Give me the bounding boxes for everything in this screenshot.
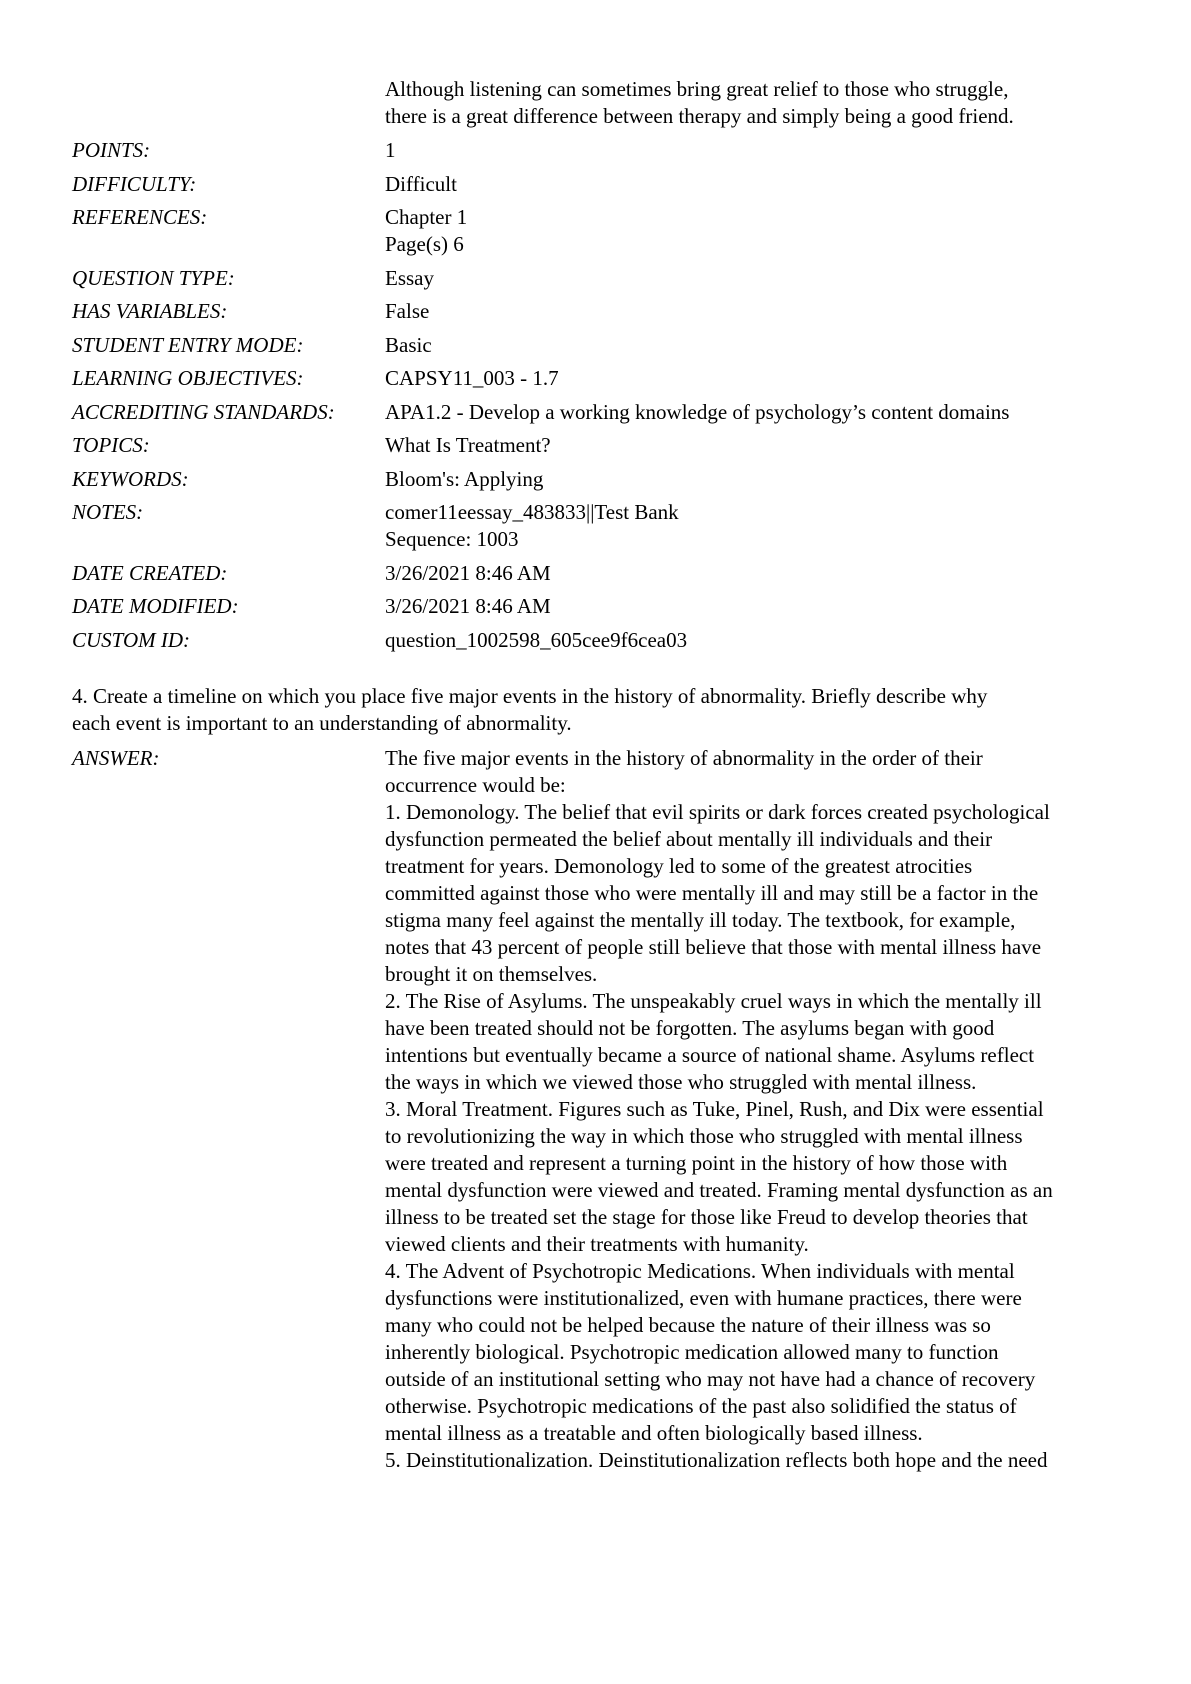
metadata-row-keywords [72,466,1152,493]
metadata-row-has-variables [72,298,1152,325]
text-line: were treated and represent a turning point in the history of how those with [385,1151,1008,1175]
metadata-label: STUDENT ENTRY MODE: [72,332,304,357]
text-line: to revolutionizing the way in which those who struggled with mental illness [385,1124,1023,1148]
metadata-value: Bloom's: Applying [385,466,544,491]
text-line: The five major events in the history of abnormality in the order of their [385,746,983,770]
metadata-value: Chapter 1 Page(s) 6 [385,205,468,256]
answer-text [385,745,1145,1474]
text-line: many who could not be helped because the nature of their illness was so [385,1313,991,1337]
metadata-value: What Is Treatment? [385,433,551,457]
text-line: stigma many feel against the mentally ill today. The textbook, for example, [385,908,1016,932]
metadata-value: 3/26/2021 8:46 AM [385,594,551,618]
metadata-row-references [72,204,1152,258]
text-line: treatment for years. Demonology led to some of the greatest atrocities [385,854,973,878]
question-metadata [72,137,1152,660]
metadata-row-learning-objectives [72,365,1152,392]
metadata-label: DATE MODIFIED: [72,594,239,618]
metadata-label: LEARNING OBJECTIVES: [72,366,304,390]
metadata-label: REFERENCES: [72,205,208,229]
text-line: otherwise. Psychotropic medications of the past also solidified the status of [385,1394,1017,1418]
metadata-value: comer11eessay_483833||Test Bank Sequence: 1003 [385,500,679,551]
text-line: mental dysfunction were viewed and treated. Framing mental dysfunction as an [385,1178,1053,1202]
text-line: the ways in which we viewed those who struggled with mental illness. [385,1070,977,1094]
text-line: dysfunctions were institutionalized, even with humane practices, there were [385,1286,1022,1310]
text-line: 4. Create a timeline on which you place five major events in the history of abnormality. Briefly describe why [72,684,988,708]
text-line: illness to be treated set the stage for those like Freud to develop theories that [385,1205,1028,1229]
answer-section [72,745,1152,1474]
metadata-label: CUSTOM ID: [72,627,191,652]
metadata-value: 1 [385,138,396,162]
metadata-value: Difficult [385,171,457,196]
text-line: brought it on themselves. [385,962,598,986]
metadata-row-question-type [72,265,1152,292]
metadata-row-custom-id [72,627,1152,654]
metadata-row-accrediting-standards [72,399,1152,426]
text-line: intentions but eventually became a source of national shame. Asylums reflect [385,1043,1035,1067]
text-line: outside of an institutional setting who may not have had a chance of recovery [385,1367,1036,1391]
metadata-label: POINTS: [72,138,151,162]
metadata-row-points [72,137,1152,164]
text-line: 1. Demonology. The belief that evil spirits or dark forces created psychological [385,800,1050,824]
text-line: 3. Moral Treatment. Figures such as Tuke, Pinel, Rush, and Dix were essential [385,1097,1044,1121]
metadata-row-difficulty [72,171,1152,198]
text-line: 5. Deinstitutionalization. Deinstitutionalization reflects both hope and the need [385,1448,1048,1472]
text-line: mental illness as a treatable and often biologically based illness. [385,1421,923,1445]
metadata-row-topics [72,432,1152,459]
metadata-value: Basic [385,332,432,357]
text-line: Although listening can sometimes bring great relief to those who struggle, [385,77,1009,101]
metadata-label: HAS VARIABLES: [72,299,228,323]
text-line: dysfunction permeated the belief about mentally ill individuals and their [385,827,993,851]
text-line: inherently biological. Psychotropic medication allowed many to function [385,1340,999,1364]
metadata-label: KEYWORDS: [72,466,189,491]
metadata-label: NOTES: [72,500,144,524]
metadata-value: 3/26/2021 8:46 AM [385,560,551,585]
text-line: occurrence would be: [385,773,566,797]
metadata-value: CAPSY11_003 - 1.7 [385,366,559,390]
text-line: have been treated should not be forgotten. The asylums began with good [385,1016,995,1040]
question-prompt [72,683,1152,737]
text-line: committed against those who were mentally ill and may still be a factor in the [385,881,1039,905]
metadata-label: TOPICS: [72,433,150,457]
metadata-row-date-modified [72,593,1152,620]
metadata-value: False [385,299,430,323]
metadata-row-student-entry-mode [72,332,1152,359]
metadata-value: question_1002598_605cee9f6cea03 [385,627,688,652]
metadata-row-date-created [72,560,1152,587]
text-line: there is a great difference between therapy and simply being a good friend. [385,104,1014,128]
text-line: viewed clients and their treatments with humanity. [385,1232,809,1256]
answer-label: ANSWER: [72,746,160,770]
metadata-label: QUESTION TYPE: [72,265,235,290]
metadata-label: ACCREDITING STANDARDS: [72,399,335,424]
text-line: notes that 43 percent of people still believe that those with mental illness have [385,935,1042,959]
previous-answer-text [385,76,1145,130]
metadata-value: Essay [385,265,434,290]
metadata-label: DATE CREATED: [72,560,228,585]
text-line: 4. The Advent of Psychotropic Medications. When individuals with mental [385,1259,1015,1283]
metadata-row-notes [72,499,1152,553]
text-line: 2. The Rise of Asylums. The unspeakably cruel ways in which the mentally ill [385,989,1042,1013]
metadata-value: APA1.2 - Develop a working knowledge of psychology’s content domains [385,399,1010,424]
metadata-label: DIFFICULTY: [72,171,197,196]
text-line: each event is important to an understanding of abnormality. [72,711,572,735]
